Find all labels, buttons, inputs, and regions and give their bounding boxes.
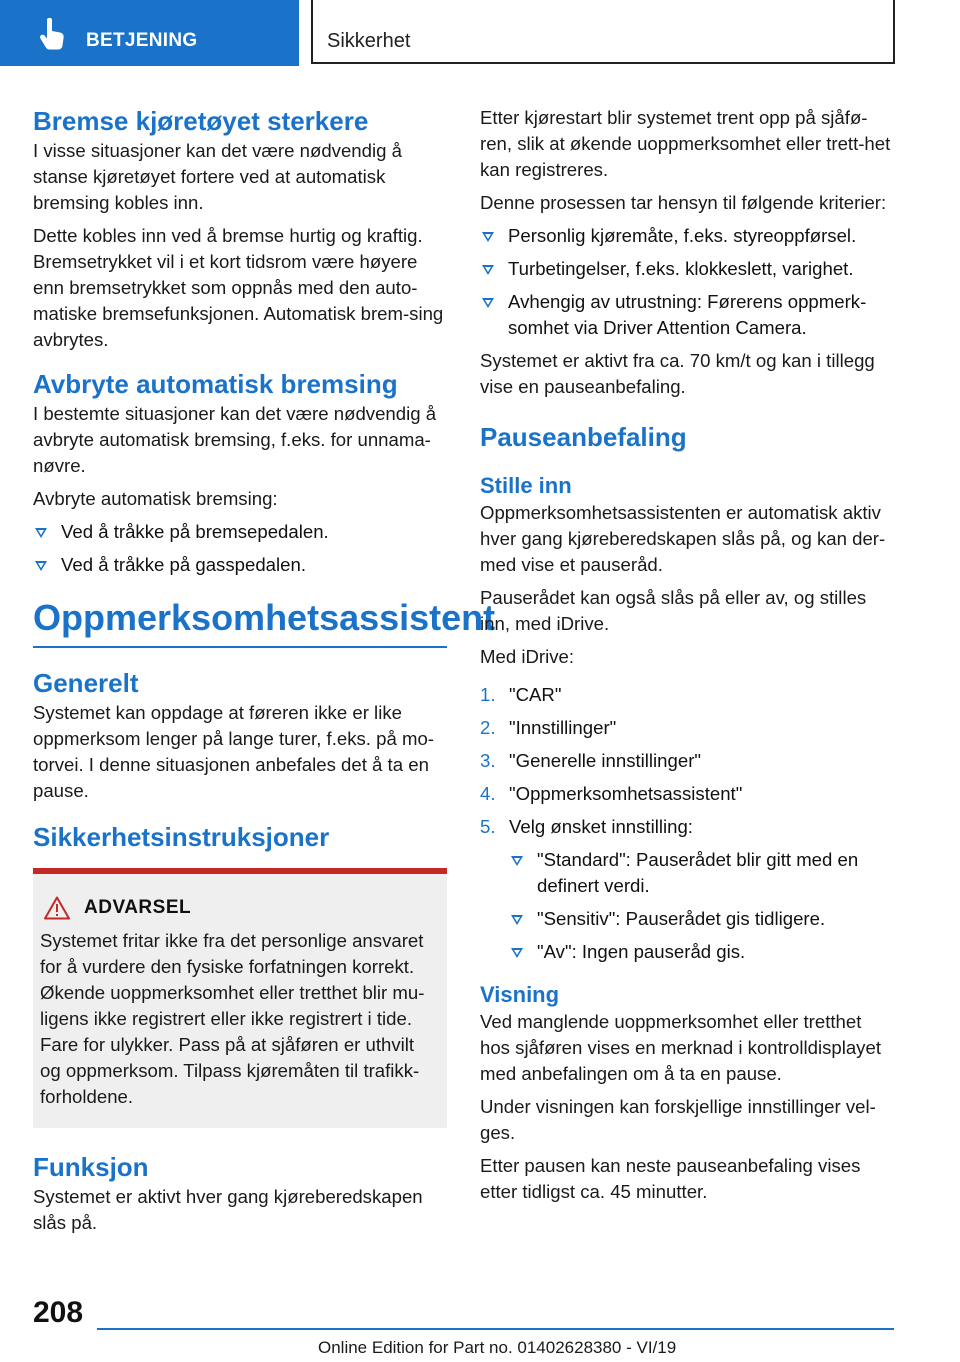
bullet-triangle-icon <box>482 232 494 242</box>
list-item: Personlig kjøremåte, f.eks. styreoppførsel. <box>480 223 896 249</box>
paragraph: Under visningen kan forskjellige innstillinger vel-ges. <box>480 1096 876 1143</box>
left-column <box>33 100 496 1243</box>
option-list <box>509 847 896 965</box>
section-header <box>311 0 895 64</box>
paragraph: Systemet kan oppdage at føreren ikke er like oppmerksom lenger på lange turer, f.eks. på mo-torvei. I denne situasjonen anbefales det å ta en pause. <box>33 702 434 801</box>
chapter-label: BETJENING <box>86 30 198 51</box>
paragraph: Ved manglende uoppmerksomhet eller tretthet hos sjåføren vises en merknad i kontrolldisplayet med anbefalingen om å ta en pause. <box>480 1011 881 1084</box>
heading-stille: Stille inn <box>480 473 572 498</box>
heading-visning: Visning <box>480 982 560 1007</box>
paragraph: Etter kjørestart blir systemet trent opp på sjåfø-ren, slik at økende uoppmerksomhet eller trett-het kan registreres. <box>480 107 891 180</box>
bullet-triangle-icon <box>482 298 494 308</box>
bullet-triangle-icon <box>511 948 523 958</box>
steps-list <box>480 682 896 965</box>
list-item: Turbetingelser, f.eks. klokkeslett, varighet. <box>480 256 896 282</box>
bullet-triangle-icon <box>482 265 494 275</box>
heading-bremse: Bremse kjøretøyet sterkere <box>33 106 369 136</box>
paragraph: I visse situasjoner kan det være nødvendig å stanse kjøretøyet fortere ved at automatisk bremsing kobles inn. <box>33 140 402 213</box>
step-item: 5. Velg ønsket innstilling: "Standard": Pauserådet blir gitt med en definert verdi. "Sensitiv": Pauserådet gis tidligere. "Av": Ingen pauseråd gis. <box>480 814 896 965</box>
paragraph: I bestemte situasjoner kan det være nødvendig å avbryte automatisk bremsing, f.eks. for unnama-nøvre. <box>33 403 437 476</box>
step-item: 1. "CAR" <box>480 684 562 705</box>
chapter-tab <box>0 0 299 66</box>
bullet-triangle-icon <box>511 915 523 925</box>
paragraph: Etter pausen kan neste pauseanbefaling vises etter tidligst ca. 45 minutter. <box>480 1155 861 1202</box>
paragraph: Pauserådet kan også slås på eller av, og stilles inn, med iDrive. <box>480 587 867 634</box>
paragraph: Denne prosessen tar hensyn til følgende kriterier: <box>480 192 887 213</box>
chapter-heading: Oppmerksomhetsassistent <box>33 596 447 648</box>
heading-funksjon: Funksjon <box>33 1152 149 1182</box>
heading-avbryte: Avbryte automatisk bremsing <box>33 369 398 399</box>
paragraph: Avbryte automatisk bremsing: <box>33 488 278 509</box>
footer-divider <box>97 1328 894 1330</box>
step-item: 2. "Innstillinger" <box>480 717 617 738</box>
heading-pause: Pauseanbefaling <box>480 422 687 452</box>
section-label: Sikkerhet <box>327 30 411 52</box>
paragraph: Systemet er aktivt fra ca. 70 km/t og kan i tillegg vise en pauseanbefaling. <box>480 350 875 397</box>
list-item: "Av": Ingen pauseråd gis. <box>509 939 896 965</box>
pointing-hand-icon <box>36 18 66 50</box>
heading-generelt: Generelt <box>33 668 139 698</box>
right-column <box>480 105 896 1212</box>
list-item: Avhengig av utrustning: Førerens oppmerk-somhet via Driver Attention Camera. <box>480 289 896 341</box>
step-item: 4. "Oppmerksomhetsassistent" <box>480 783 743 804</box>
paragraph: Oppmerksomhetsassistenten er automatisk aktiv hver gang kjøreberedskapen slås på, og kan der-med vise et pauseråd. <box>480 502 886 575</box>
warning-triangle-icon <box>44 896 70 920</box>
warning-header <box>44 896 439 920</box>
warning-box <box>33 868 447 1128</box>
bullet-triangle-icon <box>511 856 523 866</box>
paragraph: Systemet er aktivt hver gang kjøreberedskapen slås på. <box>33 1186 423 1233</box>
warning-text: Systemet fritar ikke fra det personlige ansvaret for å vurdere den fysiske forfatningen korrekt. Økende uoppmerksomhet eller tretthet blir mu-ligens ikke registrert eller ikke registrert i tide. Fare for ulykker. Pass på at sjåføren er uthvilt og oppmerksom. Tilpass kjøremåten til trafikk-forholdene. <box>40 930 425 1107</box>
warning-title: ADVARSEL <box>84 897 192 918</box>
page-number: 208 <box>33 1296 84 1329</box>
bullet-triangle-icon <box>35 528 47 538</box>
list-item: Ved å tråkke på gasspedalen. <box>33 552 447 578</box>
edition-text: Online Edition for Part no. 01402628380 - VI/19 <box>318 1338 677 1357</box>
step-item: 3. "Generelle innstillinger" <box>480 750 702 771</box>
list-item: Ved å tråkke på bremsepedalen. <box>33 519 447 545</box>
list-item: "Standard": Pauserådet blir gitt med en definert verdi. <box>509 847 896 899</box>
bullet-triangle-icon <box>35 561 47 571</box>
heading-sikkerhet: Sikkerhetsinstruksjoner <box>33 822 330 852</box>
avbryte-list <box>33 519 447 578</box>
list-item: "Sensitiv": Pauserådet gis tidligere. <box>509 906 896 932</box>
kriterier-list <box>480 223 896 341</box>
paragraph: Med iDrive: <box>480 646 575 667</box>
paragraph: Dette kobles inn ved å bremse hurtig og kraftig. Bremsetrykket vil i et kort tidsrom være høyere enn bremsetrykket som oppnås med den auto-matiske bremsefunksjonen. Automatisk brem-sing avbrytes. <box>33 225 444 350</box>
